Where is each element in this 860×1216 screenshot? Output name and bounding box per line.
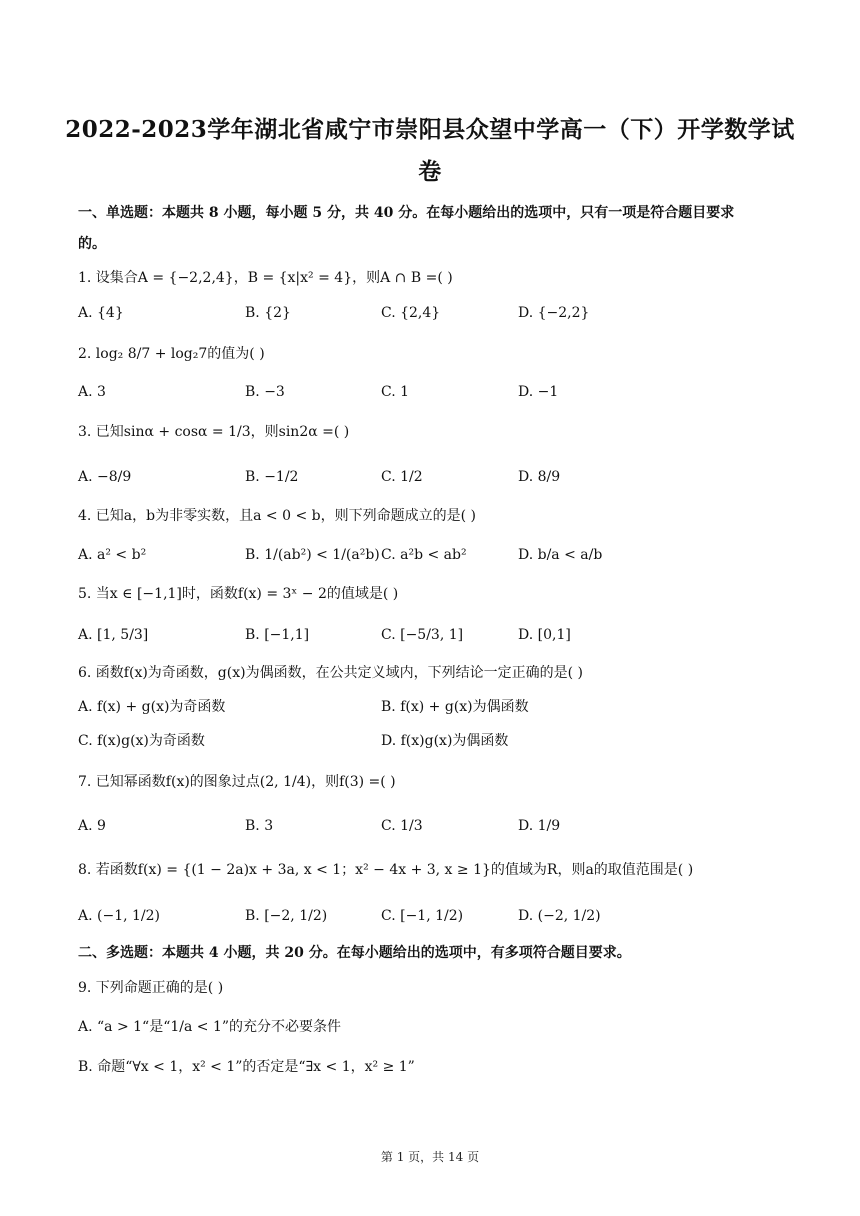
option-b: B. −3 — [245, 384, 285, 400]
option-a: A. 3 — [78, 384, 106, 400]
option-d: D. b/a < a/b — [518, 547, 603, 563]
section-heading-single-choice-cont: 的。 — [78, 236, 106, 252]
option-d: D. 1/9 — [518, 818, 561, 834]
option-d: D. (−2, 1/2) — [518, 908, 601, 924]
question-9-option-a: A. “a > 1“是“1/a < 1”的充分不必要条件 — [78, 1019, 342, 1035]
question-4-stem: 4. 已知a，b为非零实数，且a < 0 < b，则下列命题成立的是( ) — [78, 508, 476, 524]
option-d: D. f(x)g(x)为偶函数 — [381, 733, 509, 749]
section-heading-multiple-choice: 二、多选题：本题共 4 小题，共 20 分。在每小题给出的选项中，有多项符合题目要求。 — [78, 945, 631, 961]
question-2-stem: 2. log₂ 8/7 + log₂7的值为( ) — [78, 346, 265, 362]
option-a: A. 9 — [78, 818, 106, 834]
question-5-stem: 5. 当x ∈ [−1,1]时，函数f(x) = 3ˣ − 2的值域是( ) — [78, 586, 399, 602]
question-9-stem: 9. 下列命题正确的是( ) — [78, 980, 224, 996]
option-c: C. 1 — [381, 384, 410, 400]
option-c: C. 1/3 — [381, 818, 423, 834]
option-c: C. [−1, 1/2) — [381, 908, 464, 924]
option-b: B. f(x) + g(x)为偶函数 — [381, 699, 529, 715]
question-1-options — [78, 300, 778, 326]
option-d: D. 8/9 — [518, 469, 561, 485]
section-heading-single-choice: 一、单选题：本题共 8 小题，每小题 5 分，共 40 分。在每小题给出的选项中，只有一项是符合题目要求 — [78, 205, 735, 221]
option-b: B. 1/(ab²) < 1/(a²b) — [245, 547, 380, 563]
option-c: C. [−5/3, 1] — [381, 627, 464, 643]
question-2-options — [78, 379, 778, 405]
page-footer: 第 1 页，共 14 页 — [380, 1150, 480, 1164]
question-7-stem: 7. 已知幂函数f(x)的图象过点(2, 1/4)，则f(3) =( ) — [78, 774, 396, 790]
option-b: B. {2} — [245, 305, 291, 321]
question-3-options — [78, 464, 778, 490]
question-8-options — [78, 903, 778, 929]
page-title: 2022-2023学年湖北省咸宁市崇阳县众望中学高一（下）开学数学试 — [65, 116, 795, 143]
question-4-options — [78, 542, 778, 568]
option-b: B. −1/2 — [245, 469, 299, 485]
option-a: A. f(x) + g(x)为奇函数 — [78, 699, 226, 715]
question-9-option-b: B. 命题“∀x < 1，x² < 1”的否定是“∃x < 1，x² ≥ 1” — [78, 1059, 415, 1075]
option-a: A. [1, 5/3] — [78, 627, 149, 643]
question-5-options — [78, 622, 778, 648]
option-a: A. (−1, 1/2) — [78, 908, 161, 924]
question-1-stem: 1. 设集合A = {−2,2,4}，B = {x|x² = 4}，则A ∩ B =( ) — [78, 270, 453, 286]
option-b: B. [−1,1] — [245, 627, 310, 643]
option-c: C. {2,4} — [381, 305, 441, 321]
option-c: C. 1/2 — [381, 469, 423, 485]
option-a: A. a² < b² — [78, 547, 147, 563]
option-c: C. f(x)g(x)为奇函数 — [78, 733, 205, 749]
option-b: B. 3 — [245, 818, 274, 834]
option-d: D. {−2,2} — [518, 305, 590, 321]
option-c: C. a²b < ab² — [381, 547, 467, 563]
page-title-cont: 卷 — [418, 158, 442, 185]
question-3-stem: 3. 已知sinα + cosα = 1/3，则sin2α =( ) — [78, 424, 350, 440]
question-6-options-row1 — [78, 694, 778, 720]
option-b: B. [−2, 1/2) — [245, 908, 328, 924]
question-8-stem: 8. 若函数f(x) = {(1 − 2a)x + 3a, x < 1；x² − 4x + 3, x ≥ 1}的值域为R，则a的取值范围是( ) — [78, 862, 694, 878]
option-a: A. {4} — [78, 305, 124, 321]
question-6-options-row2 — [78, 728, 778, 754]
option-d: D. −1 — [518, 384, 559, 400]
question-6-stem: 6. 函数f(x)为奇函数，g(x)为偶函数，在公共定义域内，下列结论一定正确的是( ) — [78, 665, 583, 681]
option-a: A. −8/9 — [78, 469, 132, 485]
question-7-options — [78, 813, 778, 839]
option-d: D. [0,1] — [518, 627, 571, 643]
